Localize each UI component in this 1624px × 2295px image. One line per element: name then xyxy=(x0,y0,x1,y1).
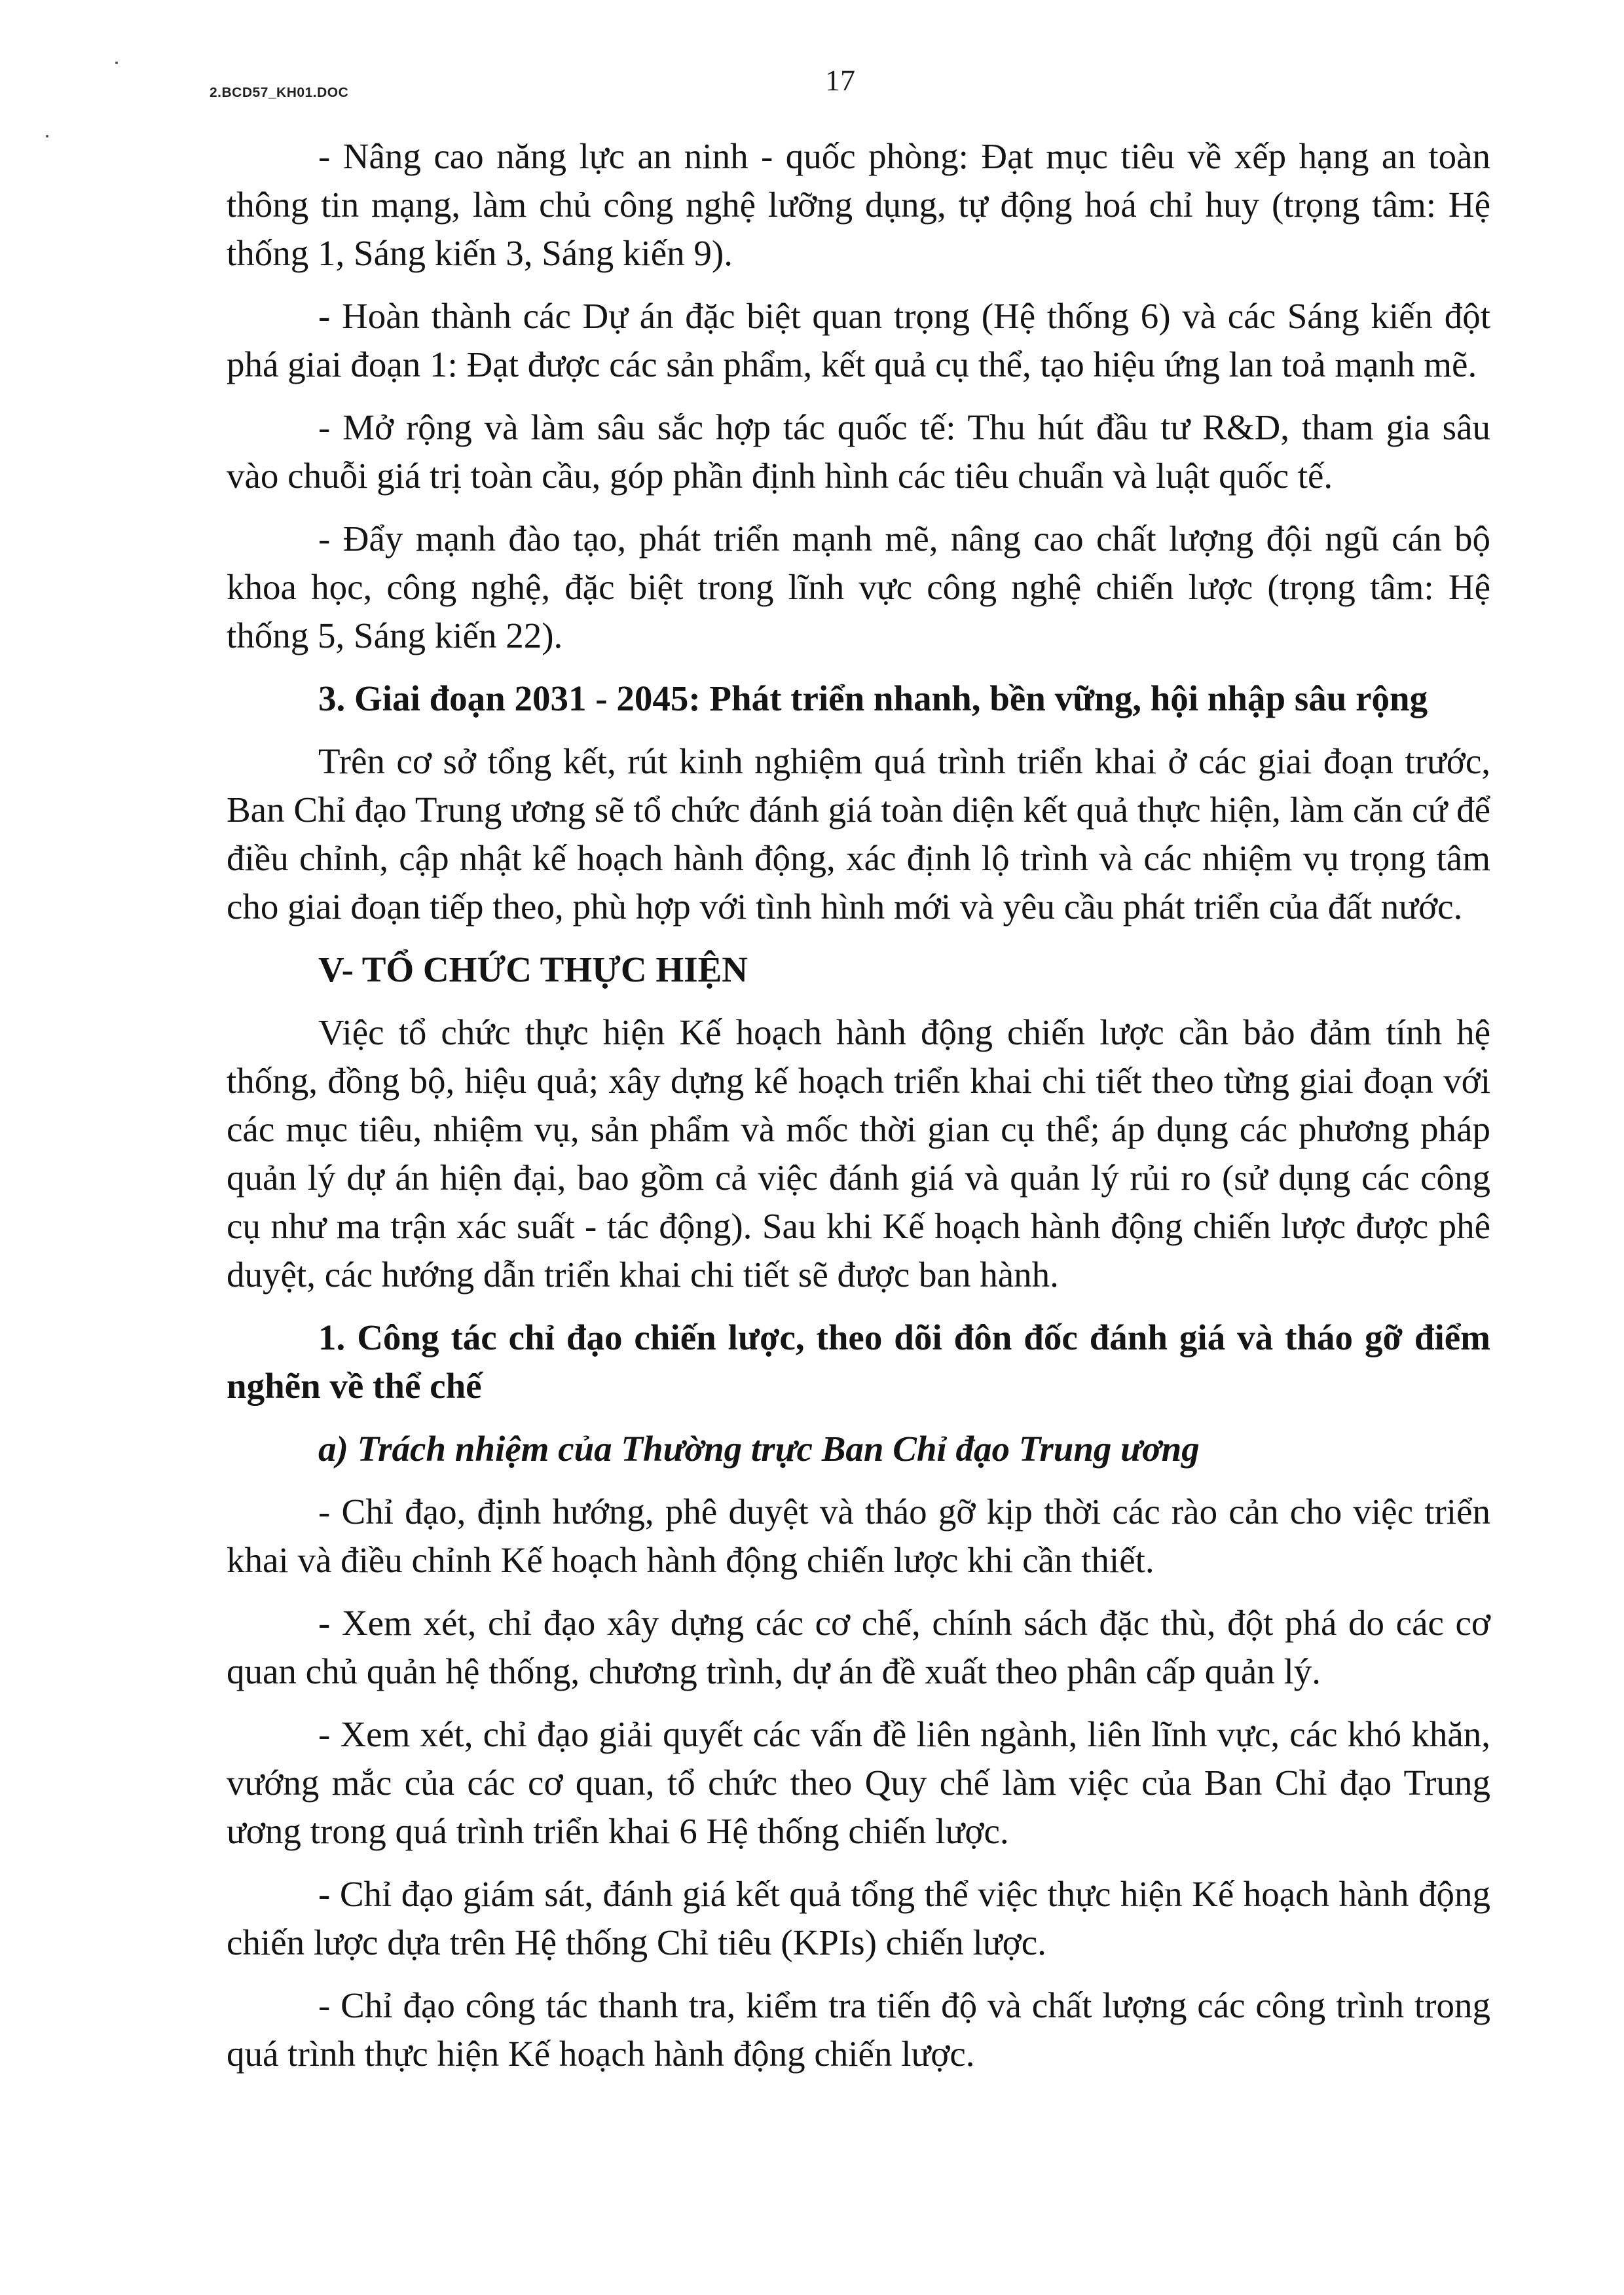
paragraph: - Chỉ đạo giám sát, đánh giá kết quả tổng thể việc thực hiện Kế hoạch hành động chiến lược dựa trên Hệ thống Chỉ tiêu (KPIs) chiến lược. xyxy=(227,1874,1490,1962)
paragraph: - Mở rộng và làm sâu sắc hợp tác quốc tế: Thu hút đầu tư R&D, tham gia sâu vào chuỗi giá trị toàn cầu, góp phần định hình các tiêu chuẩn và luật quốc tế. xyxy=(227,407,1490,496)
sub-heading-responsibility: a) Trách nhiệm của Thường trực Ban Chỉ đạo Trung ương xyxy=(318,1429,1200,1469)
scan-speck xyxy=(46,135,48,138)
page-number: 17 xyxy=(825,64,855,97)
heading-phase-3: 3. Giai đoạn 2031 - 2045: Phát triển nhanh, bền vững, hội nhập sâu rộng xyxy=(318,678,1428,718)
section-heading-implementation: V- TỔ CHỨC THỰC HIỆN xyxy=(318,949,748,989)
paragraph: Trên cơ sở tổng kết, rút kinh nghiệm quá trình triển khai ở các giai đoạn trước, Ban Chỉ đạo Trung ương sẽ tổ chức đánh giá toàn diện kết quả thực hiện, làm căn cứ để điều chỉnh, cập nhật kế hoạch hành động, xác định lộ trình và các nhiệm vụ trọng tâm cho giai đoạn tiếp theo, phù hợp với tình hình mới và yêu cầu phát triển của đất nước. xyxy=(227,741,1490,927)
paragraph: - Nâng cao năng lực an ninh - quốc phòng: Đạt mục tiêu về xếp hạng an toàn thông tin mạng, làm chủ công nghệ lưỡng dụng, tự động hoá chỉ huy (trọng tâm: Hệ thống 1, Sáng kiến 3, Sáng kiến 9). xyxy=(227,136,1490,273)
document-body xyxy=(227,132,1490,2093)
heading-strategic-direction: 1. Công tác chỉ đạo chiến lược, theo dõi đôn đốc đánh giá và tháo gỡ điểm nghẽn về thể chế xyxy=(227,1317,1490,1406)
paragraph: Việc tổ chức thực hiện Kế hoạch hành động chiến lược cần bảo đảm tính hệ thống, đồng bộ, hiệu quả; xây dựng kế hoạch triển khai chi tiết theo từng giai đoạn với các mục tiêu, nhiệm vụ, sản phẩm và mốc thời gian cụ thể; áp dụng các phương pháp quản lý dự án hiện đại, bao gồm cả việc đánh giá và quản lý rủi ro (sử dụng các công cụ như ma trận xác suất - tác động). Sau khi Kế hoạch hành động chiến lược được phê duyệt, các hướng dẫn triển khai chi tiết sẽ được ban hành. xyxy=(227,1012,1490,1294)
paragraph: - Xem xét, chỉ đạo giải quyết các vấn đề liên ngành, liên lĩnh vực, các khó khăn, vướng mắc của các cơ quan, tổ chức theo Quy chế làm việc của Ban Chỉ đạo Trung ương trong quá trình triển khai 6 Hệ thống chiến lược. xyxy=(227,1714,1490,1851)
paragraph: - Đẩy mạnh đào tạo, phát triển mạnh mẽ, nâng cao chất lượng đội ngũ cán bộ khoa học, công nghệ, đặc biệt trong lĩnh vực công nghệ chiến lược (trọng tâm: Hệ thống 5, Sáng kiến 22). xyxy=(227,519,1490,655)
paragraph: - Chỉ đạo công tác thanh tra, kiểm tra tiến độ và chất lượng các công trình trong quá trình thực hiện Kế hoạch hành động chiến lược. xyxy=(227,1985,1490,2074)
paragraph: - Hoàn thành các Dự án đặc biệt quan trọng (Hệ thống 6) và các Sáng kiến đột phá giai đoạn 1: Đạt được các sản phẩm, kết quả cụ thể, tạo hiệu ứng lan toả mạnh mẽ. xyxy=(227,296,1490,384)
paragraph: - Xem xét, chỉ đạo xây dựng các cơ chế, chính sách đặc thù, đột phá do các cơ quan chủ quản hệ thống, chương trình, dự án đề xuất theo phân cấp quản lý. xyxy=(227,1603,1490,1691)
scan-speck xyxy=(115,62,118,64)
document-code: 2.BCD57_KH01.DOC xyxy=(210,85,349,100)
paragraph: - Chỉ đạo, định hướng, phê duyệt và tháo gỡ kịp thời các rào cản cho việc triển khai và điều chỉnh Kế hoạch hành động chiến lược khi cần thiết. xyxy=(227,1492,1490,1580)
